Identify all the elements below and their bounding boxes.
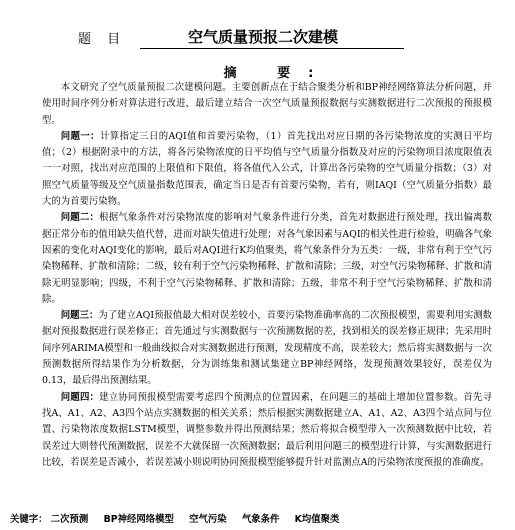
paragraph-text: 建立协同预报模型需要考虑四个预测点的位置因素，在问题三的基础上增加位置参数。首先寻找A、A1、A2、A3四个站点实测数据的相关关系；然后根据实测数据建立A、A1、A2、A3四个站点同与位置、污染物浓度数据LSTM模型，调整参数并得出预测结果；然后将拟合模型带入一次预测数据中比较，若误差过大则替代预测数据，误差不大就保留一次预测数据；最后利用问题三的模型进行计算，与实测数据进行比较，若误差是否减小，若误差减小则说明协同预报模型能够提升针对监测点A的污染物浓度预报的准确度。 [42, 391, 493, 468]
abstract-paragraph [42, 390, 492, 471]
keyword: BP神经网络模型 [103, 514, 174, 525]
paragraph-text: 计算指定三日的AQI值和首要污染物，（1）首先找出对应日期的各污染物浓度的实测日平均值；（2）根据附录中的方法，将各污染物浓度的日平均值与空气质量分指数及对应的污染物项目浓度限值表一一对照，找出对应范围的上限值和下限值，将各值代入公式，计算出各污染物的空气质量分指数；（3）对照空气质量等级及空气质量指数范围表，确定当日是否有首要污染物，若有，则IAQI（空气质量分指数）最大的为首要污染物。 [42, 130, 492, 208]
page-title: 空气质量预报二次建模 [188, 28, 339, 46]
paragraph-lead: 问题三： [60, 310, 99, 322]
keyword: 气象条件 [241, 514, 280, 525]
paragraph-text: 根据气象条件对污染物浓度的影响对气象条件进行分类，首先对数据进行预处理，找出偏离数据正常分布的值用缺失值代替，进而对缺失值进行处理；对各气象因素与AQI的相关性进行检验，明确各气象因素的变化对AQI变化的影响，最后对AQI进行K均值聚类，将气象条件分为五类：一级，非常有利于空气污染物稀释、扩散和清除；二级，较有利于空气污染物稀释、扩散和清除；三级，对空气污染物稀释、扩散和清除无明显影响；四级，不利于空气污染物稀释、扩散和清除；五级，非常不利于空气污染物稀释、扩散和清除。 [42, 212, 493, 305]
abstract-paragraph [42, 210, 492, 308]
keyword: 空气污染 [189, 514, 227, 525]
abstract-heading: 摘 要: [223, 66, 332, 81]
paragraph-lead: 问题二： [60, 212, 100, 224]
paragraph-lead: 问题一： [60, 130, 100, 142]
title-underline [140, 48, 404, 49]
keywords-label: 关键字： [10, 514, 48, 525]
abstract-paragraph [42, 308, 492, 389]
abstract-body [42, 80, 492, 471]
abstract-paragraph [42, 129, 492, 210]
paragraph-text: 为了建立AQI预报值最大相对误差较小，首要污染物准确率高的二次预报模型，需要利用实测数据对预报数据进行误差修正；首先通过与实测数据与一次预测数据的差，找到相关的误差修正规律；先采用时间序列ARIMA模型和一般曲线拟合对实测数据进行预测，发现精度不高，误差较大；然后将实测数据与一次预测数据所得结果作为分析数据，分为训练集和测试集建立BP神经网络，发现预测效果较好，误差仅为0.13，最后得出预测结果。 [42, 310, 493, 387]
abstract-paragraph [42, 80, 492, 129]
keyword: 二次预测 [50, 514, 89, 525]
paragraph-text: 本文研究了空气质量预报二次建模问题。主要创新点在于结合聚类分析和BP神经网络算法分析问题，并使用时间序列分析对算法进行改进，最后建立结合一次空气质量预报数据与实测数据进行二次预报的预报模型。 [42, 82, 492, 126]
keyword: K均值聚类 [294, 514, 340, 525]
title-label: 题 目 [78, 32, 127, 47]
title-row [0, 26, 515, 48]
paragraph-lead: 问题四： [60, 391, 100, 403]
keywords-line [10, 511, 505, 525]
